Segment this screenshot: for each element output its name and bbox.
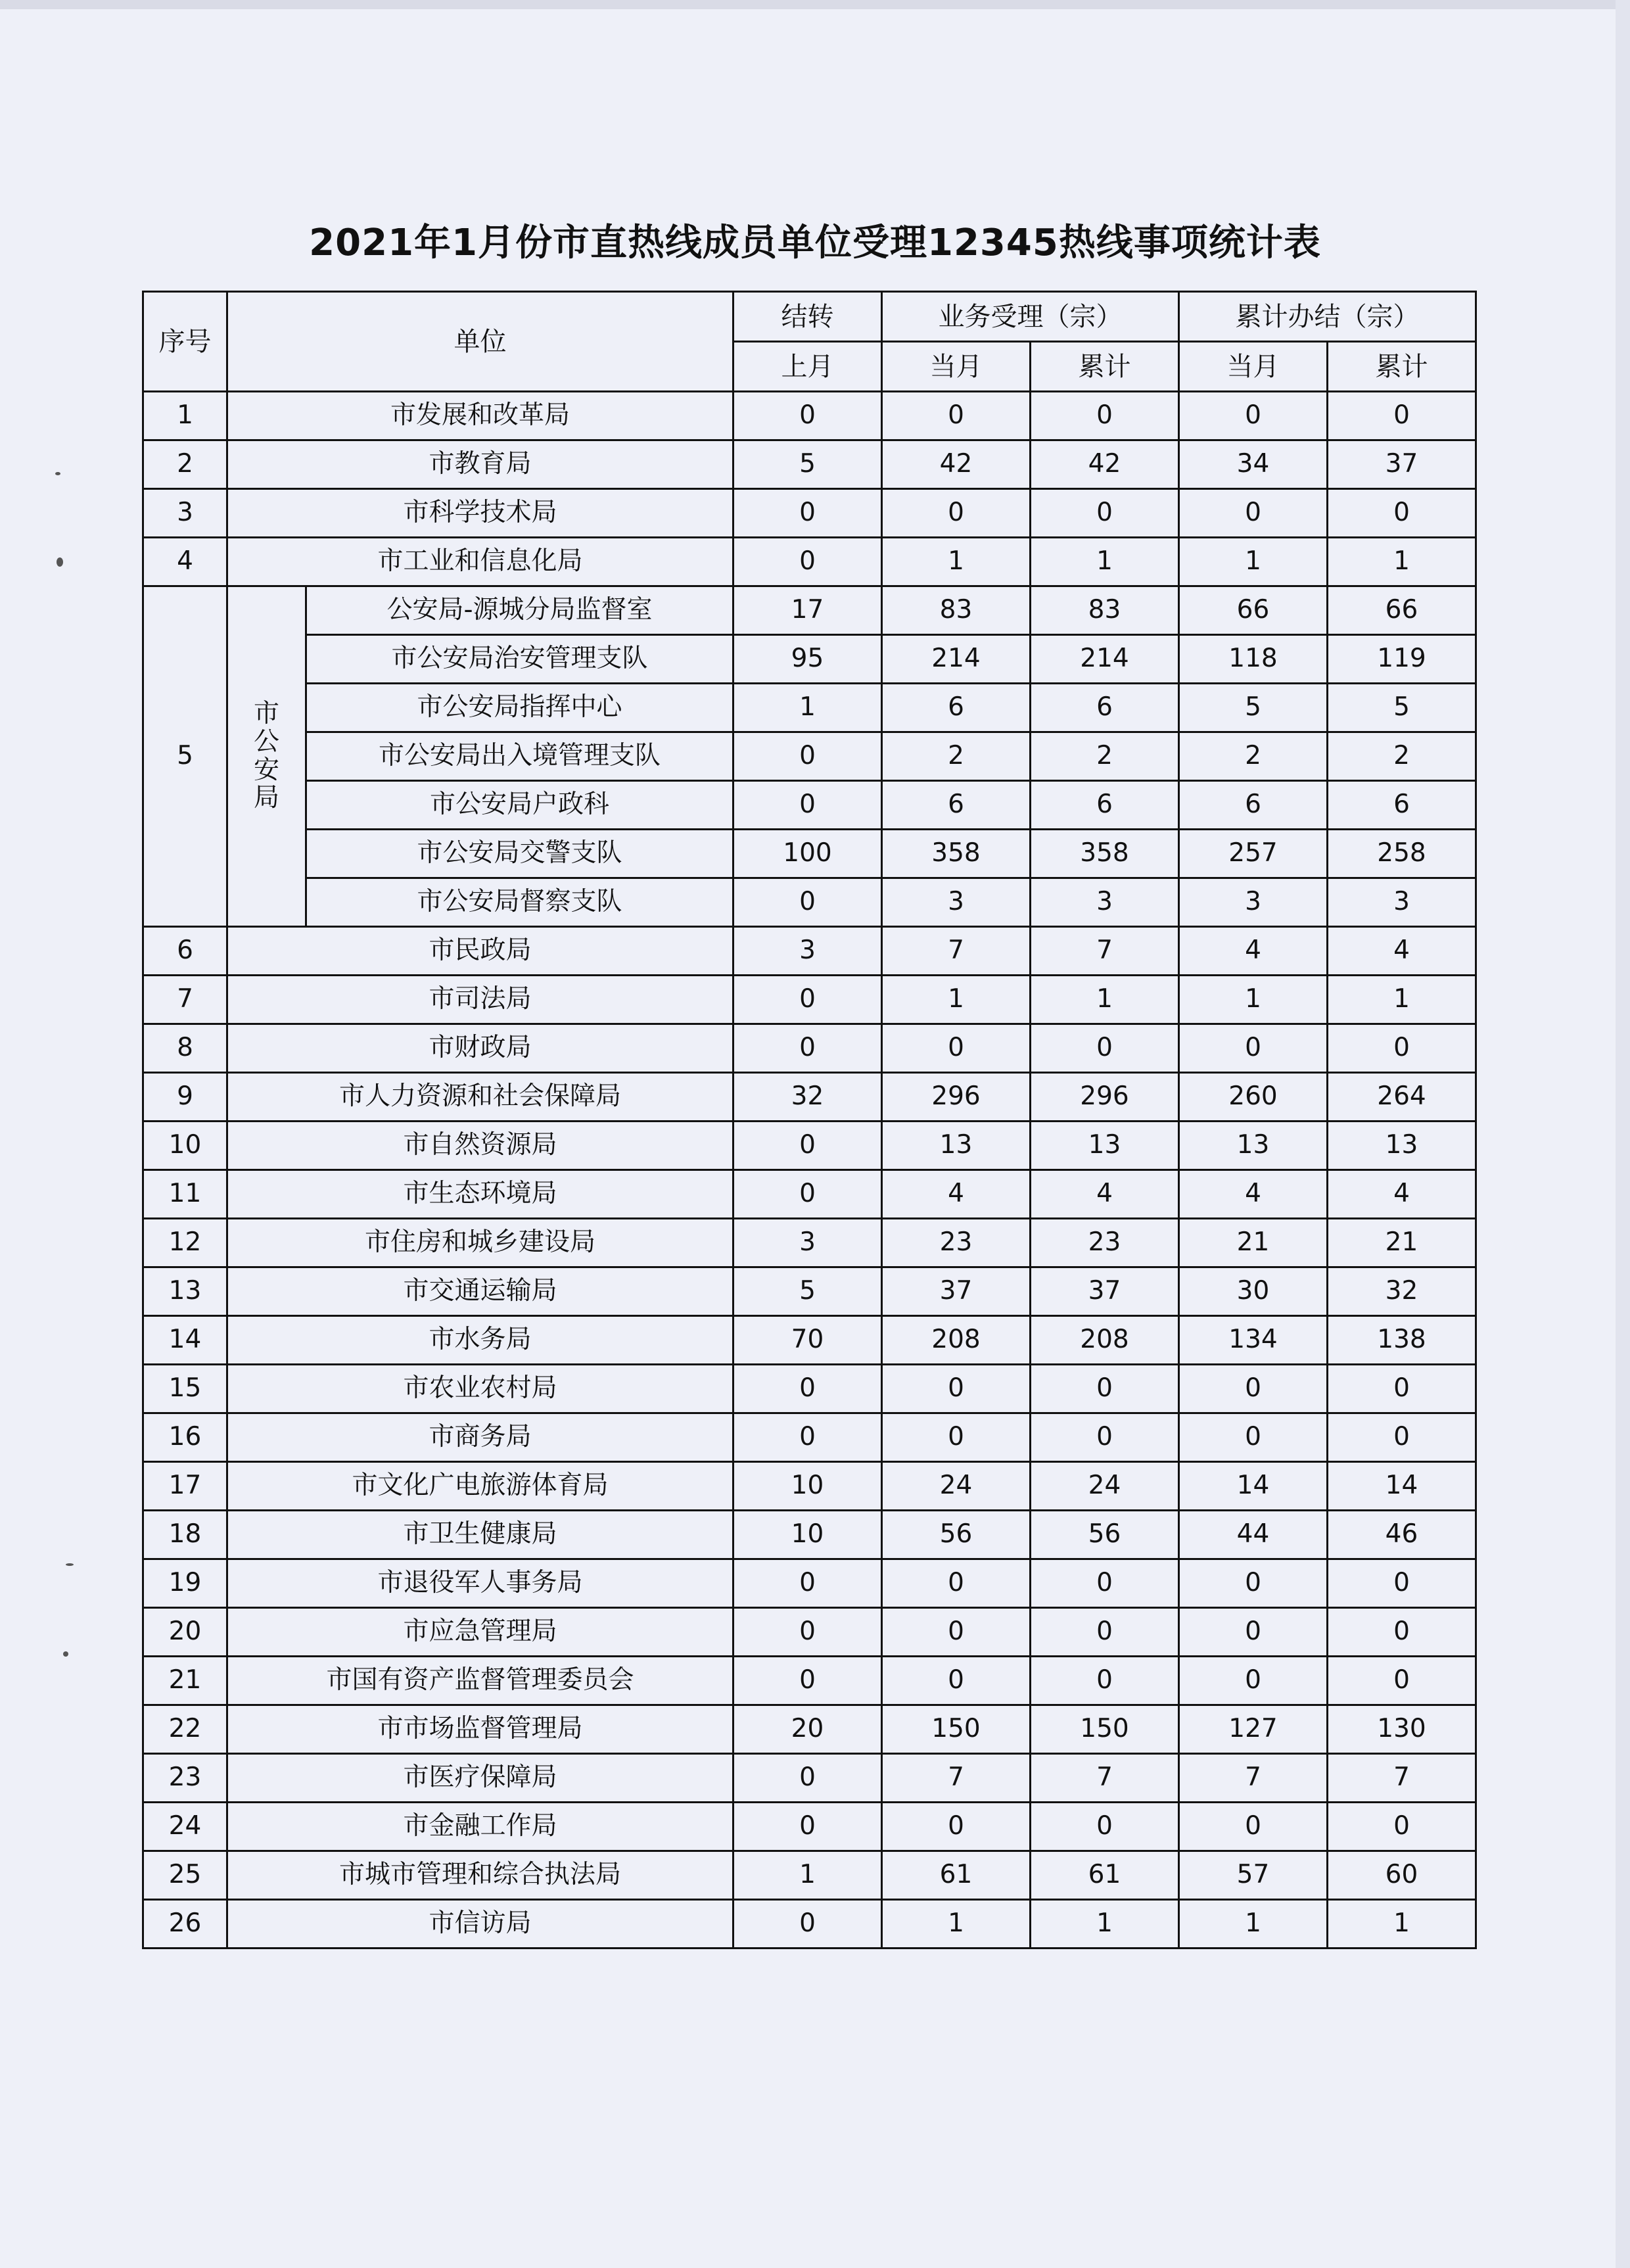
row-dt: 21 xyxy=(1328,1219,1476,1267)
table-row xyxy=(143,1365,1476,1413)
row-am: 3 xyxy=(882,878,1031,927)
row-am: 0 xyxy=(882,1657,1031,1705)
row-unit: 市民政局 xyxy=(227,927,734,976)
row-at: 208 xyxy=(1031,1316,1179,1365)
row-am: 6 xyxy=(882,781,1031,830)
table-row xyxy=(143,1900,1476,1949)
row-dm: 0 xyxy=(1179,1657,1328,1705)
row-seq: 4 xyxy=(143,538,227,586)
row-unit: 市财政局 xyxy=(227,1024,734,1073)
row-am: 56 xyxy=(882,1511,1031,1559)
table-row xyxy=(143,927,1476,976)
row-am: 0 xyxy=(882,1559,1031,1608)
row-at: 13 xyxy=(1031,1122,1179,1170)
page-edge-right xyxy=(1616,0,1630,2268)
row-dm: 1 xyxy=(1179,1900,1328,1949)
row-unit: 市交通运输局 xyxy=(227,1267,734,1316)
row-carry: 0 xyxy=(734,732,882,781)
row-seq: 1 xyxy=(143,392,227,440)
row-carry: 0 xyxy=(734,1657,882,1705)
row-carry: 70 xyxy=(734,1316,882,1365)
row-dt: 130 xyxy=(1328,1705,1476,1754)
row-carry: 10 xyxy=(734,1511,882,1559)
row-at: 7 xyxy=(1031,927,1179,976)
row-dt: 0 xyxy=(1328,489,1476,538)
table-row xyxy=(143,1122,1476,1170)
row-dm: 0 xyxy=(1179,1608,1328,1657)
row-dt: 4 xyxy=(1328,1170,1476,1219)
row-seq: 17 xyxy=(143,1462,227,1511)
row-am: 24 xyxy=(882,1462,1031,1511)
row-carry: 0 xyxy=(734,1803,882,1851)
row-carry: 0 xyxy=(734,976,882,1024)
row-dt: 0 xyxy=(1328,1559,1476,1608)
row-carry: 0 xyxy=(734,1900,882,1949)
row-carry: 0 xyxy=(734,538,882,586)
row-carry: 0 xyxy=(734,1024,882,1073)
row-unit: 市公安局督察支队 xyxy=(306,878,734,927)
row-seq: 15 xyxy=(143,1365,227,1413)
row-at: 83 xyxy=(1031,586,1179,635)
row-dm: 3 xyxy=(1179,878,1328,927)
row-dt: 1 xyxy=(1328,538,1476,586)
row-am: 23 xyxy=(882,1219,1031,1267)
row-dt: 258 xyxy=(1328,830,1476,878)
row-seq: 14 xyxy=(143,1316,227,1365)
row-dm: 0 xyxy=(1179,1365,1328,1413)
table-row xyxy=(143,1462,1476,1511)
row-am: 83 xyxy=(882,586,1031,635)
table-row-police xyxy=(143,586,1476,635)
table-row-police xyxy=(143,684,1476,732)
row-at: 3 xyxy=(1031,878,1179,927)
row-at: 0 xyxy=(1031,1024,1179,1073)
row-carry: 0 xyxy=(734,781,882,830)
row-at: 6 xyxy=(1031,781,1179,830)
row-am: 150 xyxy=(882,1705,1031,1754)
row-at: 42 xyxy=(1031,440,1179,489)
row-am: 1 xyxy=(882,976,1031,1024)
row-dt: 138 xyxy=(1328,1316,1476,1365)
header-unit: 单位 xyxy=(227,292,734,392)
row-dm: 13 xyxy=(1179,1122,1328,1170)
row-am: 37 xyxy=(882,1267,1031,1316)
row-seq: 7 xyxy=(143,976,227,1024)
row-dt: 1 xyxy=(1328,1900,1476,1949)
row-carry: 0 xyxy=(734,878,882,927)
row-dt: 4 xyxy=(1328,927,1476,976)
table-row xyxy=(143,1851,1476,1900)
table-row xyxy=(143,392,1476,440)
row-at: 4 xyxy=(1031,1170,1179,1219)
row-dm: 2 xyxy=(1179,732,1328,781)
table-row xyxy=(143,1316,1476,1365)
header-seq: 序号 xyxy=(143,292,227,392)
row-carry: 0 xyxy=(734,1365,882,1413)
row-at: 56 xyxy=(1031,1511,1179,1559)
row-dm: 0 xyxy=(1179,489,1328,538)
row-unit: 市公安局户政科 xyxy=(306,781,734,830)
row-seq: 25 xyxy=(143,1851,227,1900)
row-dt: 119 xyxy=(1328,635,1476,684)
row-at: 1 xyxy=(1031,1900,1179,1949)
table-row xyxy=(143,489,1476,538)
row-dt: 0 xyxy=(1328,392,1476,440)
row-am: 1 xyxy=(882,1900,1031,1949)
statistics-table xyxy=(142,291,1477,1949)
row-am: 0 xyxy=(882,1365,1031,1413)
row-dm: 4 xyxy=(1179,927,1328,976)
row-carry: 0 xyxy=(734,1608,882,1657)
row-seq: 9 xyxy=(143,1073,227,1122)
row-am: 0 xyxy=(882,489,1031,538)
row-at: 0 xyxy=(1031,1657,1179,1705)
row-dt: 7 xyxy=(1328,1754,1476,1803)
row-am: 0 xyxy=(882,1024,1031,1073)
row-seq: 8 xyxy=(143,1024,227,1073)
header-done-month: 当月 xyxy=(1179,342,1328,392)
row-dm: 5 xyxy=(1179,684,1328,732)
row-dt: 46 xyxy=(1328,1511,1476,1559)
row-unit: 市自然资源局 xyxy=(227,1122,734,1170)
row-dm: 0 xyxy=(1179,1559,1328,1608)
row-unit: 市退役军人事务局 xyxy=(227,1559,734,1608)
header-row xyxy=(143,292,1476,342)
row-dm: 260 xyxy=(1179,1073,1328,1122)
row-dt: 0 xyxy=(1328,1657,1476,1705)
scan-speck xyxy=(55,472,60,475)
row-unit: 公安局-源城分局监督室 xyxy=(306,586,734,635)
row-at: 1 xyxy=(1031,976,1179,1024)
row-dm: 127 xyxy=(1179,1705,1328,1754)
row-carry: 0 xyxy=(734,1754,882,1803)
row-carry: 3 xyxy=(734,1219,882,1267)
row-at: 150 xyxy=(1031,1705,1179,1754)
table-row xyxy=(143,1608,1476,1657)
row-unit: 市信访局 xyxy=(227,1900,734,1949)
row-carry: 10 xyxy=(734,1462,882,1511)
row-am: 1 xyxy=(882,538,1031,586)
row-at: 61 xyxy=(1031,1851,1179,1900)
row-carry: 3 xyxy=(734,927,882,976)
header-carry: 结转 xyxy=(734,292,882,342)
row-am: 42 xyxy=(882,440,1031,489)
row-carry: 0 xyxy=(734,1559,882,1608)
row-unit: 市生态环境局 xyxy=(227,1170,734,1219)
row-dt: 1 xyxy=(1328,976,1476,1024)
row-seq: 26 xyxy=(143,1900,227,1949)
table-body xyxy=(143,392,1476,1949)
row-at: 37 xyxy=(1031,1267,1179,1316)
page-edge-top xyxy=(0,0,1630,9)
table-row xyxy=(143,1073,1476,1122)
row-at: 6 xyxy=(1031,684,1179,732)
row-carry: 5 xyxy=(734,1267,882,1316)
row-unit: 市文化广电旅游体育局 xyxy=(227,1462,734,1511)
row-dm: 30 xyxy=(1179,1267,1328,1316)
row-seq: 6 xyxy=(143,927,227,976)
row-at: 296 xyxy=(1031,1073,1179,1122)
row-dm: 1 xyxy=(1179,538,1328,586)
row-carry: 1 xyxy=(734,1851,882,1900)
row-am: 0 xyxy=(882,1608,1031,1657)
table-row xyxy=(143,1413,1476,1462)
row-dm: 0 xyxy=(1179,1413,1328,1462)
row-at: 0 xyxy=(1031,1608,1179,1657)
row-dt: 0 xyxy=(1328,1803,1476,1851)
table-row xyxy=(143,976,1476,1024)
row-am: 2 xyxy=(882,732,1031,781)
row-at: 214 xyxy=(1031,635,1179,684)
row-at: 0 xyxy=(1031,1559,1179,1608)
table-row xyxy=(143,440,1476,489)
row-at: 358 xyxy=(1031,830,1179,878)
table-row xyxy=(143,1170,1476,1219)
table-row-police xyxy=(143,732,1476,781)
row-dt: 5 xyxy=(1328,684,1476,732)
row-dt: 14 xyxy=(1328,1462,1476,1511)
row-dt: 13 xyxy=(1328,1122,1476,1170)
row-dm: 134 xyxy=(1179,1316,1328,1365)
row-am: 208 xyxy=(882,1316,1031,1365)
row-carry: 32 xyxy=(734,1073,882,1122)
row-dm: 34 xyxy=(1179,440,1328,489)
row-dt: 0 xyxy=(1328,1365,1476,1413)
row-dm: 0 xyxy=(1179,1024,1328,1073)
row-dm: 7 xyxy=(1179,1754,1328,1803)
row-unit: 市公安局指挥中心 xyxy=(306,684,734,732)
table-row xyxy=(143,1511,1476,1559)
row-seq: 23 xyxy=(143,1754,227,1803)
row-dm: 1 xyxy=(1179,976,1328,1024)
row-seq: 24 xyxy=(143,1803,227,1851)
row-carry: 95 xyxy=(734,635,882,684)
row-dt: 2 xyxy=(1328,732,1476,781)
header-accept-month: 当月 xyxy=(882,342,1031,392)
row-seq: 3 xyxy=(143,489,227,538)
police-group-label: 市 公 安 局 xyxy=(227,586,306,927)
row-seq: 12 xyxy=(143,1219,227,1267)
row-at: 0 xyxy=(1031,392,1179,440)
row-unit: 市科学技术局 xyxy=(227,489,734,538)
row-dm: 44 xyxy=(1179,1511,1328,1559)
row-unit: 市发展和改革局 xyxy=(227,392,734,440)
row-seq: 20 xyxy=(143,1608,227,1657)
row-dm: 257 xyxy=(1179,830,1328,878)
row-seq: 5 xyxy=(143,586,227,927)
row-at: 0 xyxy=(1031,1365,1179,1413)
row-carry: 0 xyxy=(734,1413,882,1462)
row-unit: 市国有资产监督管理委员会 xyxy=(227,1657,734,1705)
row-dt: 0 xyxy=(1328,1608,1476,1657)
scan-speck xyxy=(63,1651,68,1657)
row-am: 0 xyxy=(882,1413,1031,1462)
table-row-police xyxy=(143,781,1476,830)
row-dm: 4 xyxy=(1179,1170,1328,1219)
row-unit: 市公安局治安管理支队 xyxy=(306,635,734,684)
row-carry: 0 xyxy=(734,489,882,538)
header-done-total: 累计 xyxy=(1328,342,1476,392)
row-unit: 市应急管理局 xyxy=(227,1608,734,1657)
row-dm: 118 xyxy=(1179,635,1328,684)
scan-speck xyxy=(66,1563,74,1566)
row-carry: 0 xyxy=(734,1122,882,1170)
row-dm: 66 xyxy=(1179,586,1328,635)
table-row xyxy=(143,1705,1476,1754)
row-seq: 13 xyxy=(143,1267,227,1316)
row-am: 13 xyxy=(882,1122,1031,1170)
row-unit: 市卫生健康局 xyxy=(227,1511,734,1559)
row-at: 7 xyxy=(1031,1754,1179,1803)
row-am: 296 xyxy=(882,1073,1031,1122)
table-row-police xyxy=(143,635,1476,684)
row-dt: 0 xyxy=(1328,1024,1476,1073)
row-seq: 19 xyxy=(143,1559,227,1608)
row-carry: 0 xyxy=(734,1170,882,1219)
row-am: 7 xyxy=(882,1754,1031,1803)
table-row xyxy=(143,538,1476,586)
row-dm: 0 xyxy=(1179,392,1328,440)
row-at: 0 xyxy=(1031,1803,1179,1851)
row-am: 61 xyxy=(882,1851,1031,1900)
row-am: 358 xyxy=(882,830,1031,878)
scan-speck xyxy=(57,557,63,567)
header-accept: 业务受理（宗） xyxy=(882,292,1179,342)
table-row xyxy=(143,1559,1476,1608)
row-dm: 6 xyxy=(1179,781,1328,830)
row-carry: 20 xyxy=(734,1705,882,1754)
row-seq: 10 xyxy=(143,1122,227,1170)
row-seq: 2 xyxy=(143,440,227,489)
row-seq: 11 xyxy=(143,1170,227,1219)
row-at: 0 xyxy=(1031,1413,1179,1462)
row-dm: 21 xyxy=(1179,1219,1328,1267)
row-at: 0 xyxy=(1031,489,1179,538)
row-carry: 1 xyxy=(734,684,882,732)
table-row-police xyxy=(143,830,1476,878)
row-dt: 3 xyxy=(1328,878,1476,927)
row-dm: 14 xyxy=(1179,1462,1328,1511)
table-row xyxy=(143,1657,1476,1705)
row-carry: 100 xyxy=(734,830,882,878)
row-at: 23 xyxy=(1031,1219,1179,1267)
row-unit: 市住房和城乡建设局 xyxy=(227,1219,734,1267)
row-seq: 21 xyxy=(143,1657,227,1705)
header-carry-sub: 上月 xyxy=(734,342,882,392)
header-done: 累计办结（宗） xyxy=(1179,292,1476,342)
row-dt: 37 xyxy=(1328,440,1476,489)
row-unit: 市教育局 xyxy=(227,440,734,489)
table-row xyxy=(143,1754,1476,1803)
header-accept-total: 累计 xyxy=(1031,342,1179,392)
row-am: 214 xyxy=(882,635,1031,684)
row-dt: 32 xyxy=(1328,1267,1476,1316)
row-unit: 市工业和信息化局 xyxy=(227,538,734,586)
row-seq: 22 xyxy=(143,1705,227,1754)
row-am: 4 xyxy=(882,1170,1031,1219)
row-carry: 0 xyxy=(734,392,882,440)
table-row xyxy=(143,1267,1476,1316)
row-at: 24 xyxy=(1031,1462,1179,1511)
row-unit: 市市场监督管理局 xyxy=(227,1705,734,1754)
row-seq: 16 xyxy=(143,1413,227,1462)
document-title: 2021年1月份市直热线成员单位受理12345热线事项统计表 xyxy=(309,222,1321,264)
row-unit: 市水务局 xyxy=(227,1316,734,1365)
row-am: 0 xyxy=(882,1803,1031,1851)
row-unit: 市司法局 xyxy=(227,976,734,1024)
row-seq: 18 xyxy=(143,1511,227,1559)
row-dt: 60 xyxy=(1328,1851,1476,1900)
row-unit: 市农业农村局 xyxy=(227,1365,734,1413)
row-dm: 0 xyxy=(1179,1803,1328,1851)
row-carry: 5 xyxy=(734,440,882,489)
row-unit: 市公安局交警支队 xyxy=(306,830,734,878)
row-dt: 6 xyxy=(1328,781,1476,830)
table-row-police xyxy=(143,878,1476,927)
row-at: 2 xyxy=(1031,732,1179,781)
row-carry: 17 xyxy=(734,586,882,635)
row-dt: 0 xyxy=(1328,1413,1476,1462)
row-unit: 市人力资源和社会保障局 xyxy=(227,1073,734,1122)
row-unit: 市城市管理和综合执法局 xyxy=(227,1851,734,1900)
row-am: 0 xyxy=(882,392,1031,440)
row-unit: 市医疗保障局 xyxy=(227,1754,734,1803)
row-at: 1 xyxy=(1031,538,1179,586)
row-am: 7 xyxy=(882,927,1031,976)
table-row xyxy=(143,1803,1476,1851)
row-unit: 市公安局出入境管理支队 xyxy=(306,732,734,781)
row-unit: 市商务局 xyxy=(227,1413,734,1462)
table-row xyxy=(143,1024,1476,1073)
row-dt: 264 xyxy=(1328,1073,1476,1122)
table-row xyxy=(143,1219,1476,1267)
row-unit: 市金融工作局 xyxy=(227,1803,734,1851)
row-dm: 57 xyxy=(1179,1851,1328,1900)
row-am: 6 xyxy=(882,684,1031,732)
row-dt: 66 xyxy=(1328,586,1476,635)
